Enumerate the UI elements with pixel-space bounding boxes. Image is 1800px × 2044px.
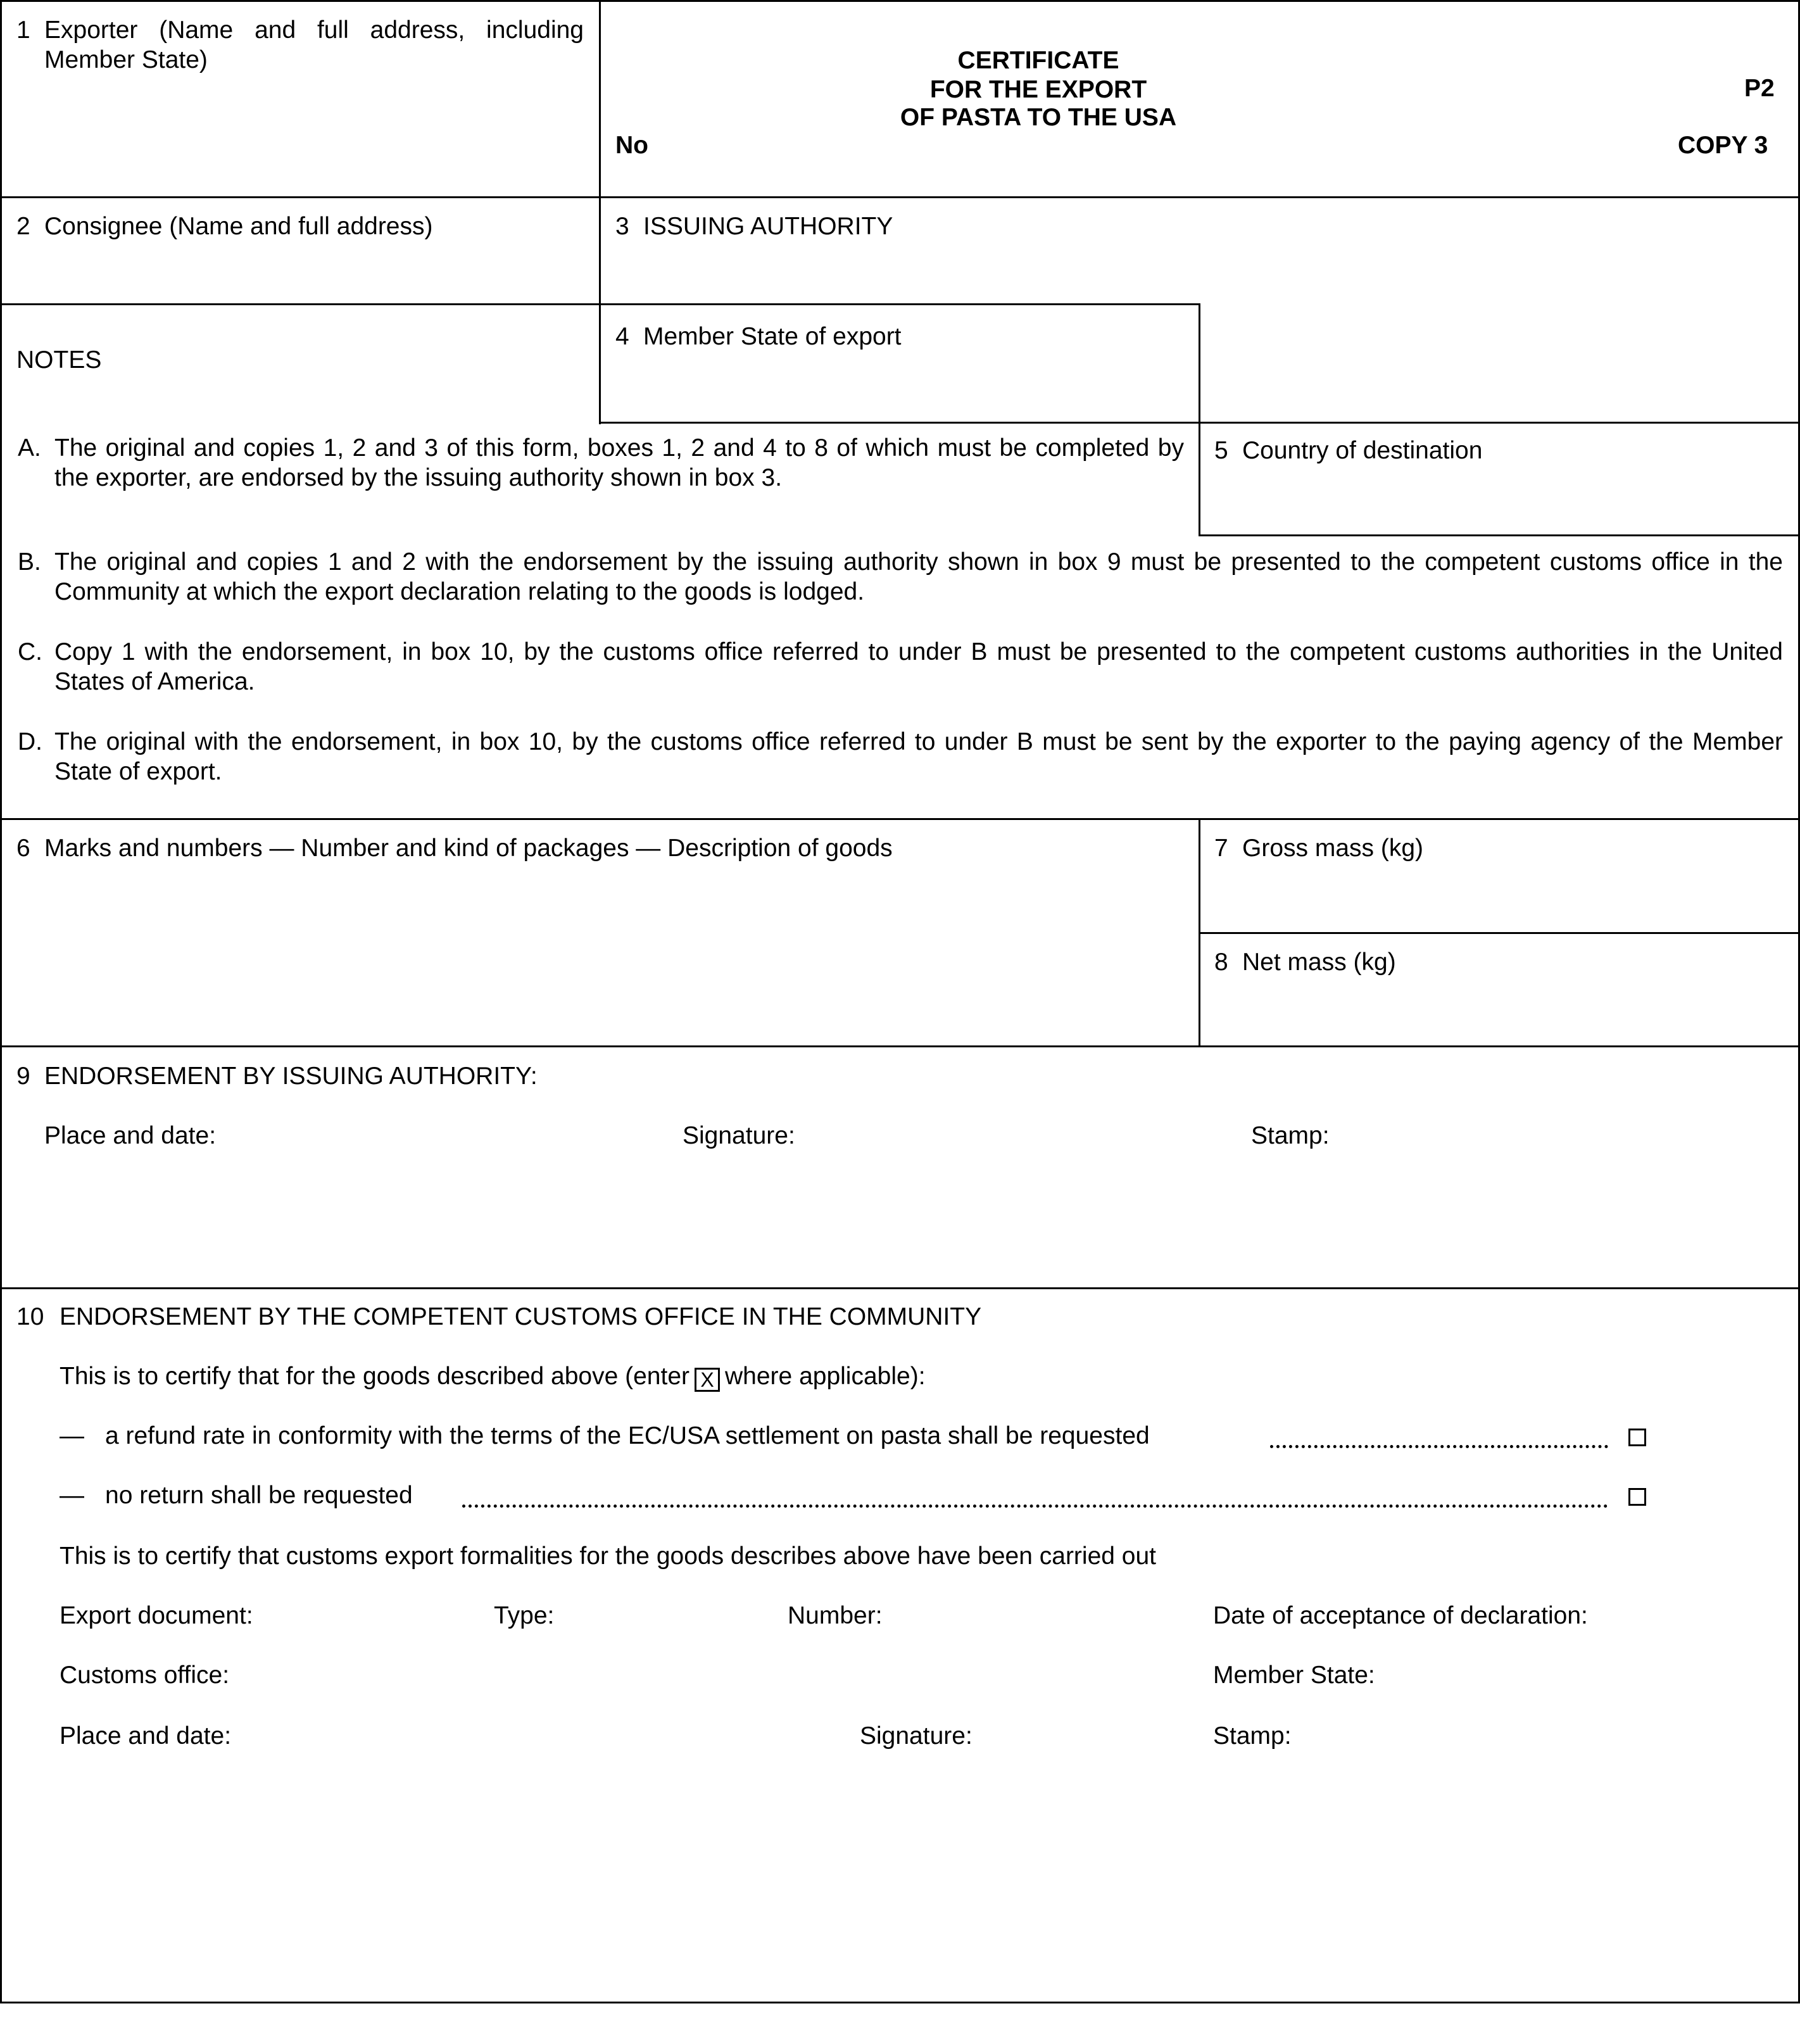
box7-gross-mass-label: 7 Gross mass (kg) [1214, 835, 1424, 862]
box5-destination-label: 5 Country of destination [1214, 437, 1483, 464]
box9-stamp-label: Stamp: [1251, 1122, 1330, 1149]
box2-consignee-label: 2 Consignee (Name and full address) [16, 213, 433, 240]
customs-office-label: Customs office: [60, 1662, 230, 1689]
box6-goods-label: 6 Marks and numbers — Number and kind of packages — Description of goods [16, 835, 893, 862]
box4-member-state-label: 4 Member State of export [615, 323, 902, 350]
option2-label: no return shall be requested [105, 1482, 413, 1509]
divider [599, 303, 1200, 305]
divider [0, 303, 601, 305]
box10-endorsement-label: 10 ENDORSEMENT BY THE COMPETENT CUSTOMS OFFICE IN THE COMMUNITY [16, 1303, 982, 1330]
option1-dash: — [60, 1422, 84, 1449]
box9-endorsement-label: 9 ENDORSEMENT BY ISSUING AUTHORITY: [16, 1063, 538, 1090]
divider [0, 818, 1800, 820]
option1-label: a refund rate in conformity with the terms of the EC/USA settlement on pasta shall be requested [105, 1422, 1150, 1449]
box1-exporter-label: 1 Exporter (Name and full address, including Member State) [16, 16, 584, 73]
x-mark-example-box: X [695, 1368, 720, 1392]
box10-certify-line: This is to certify that for the goods described above (enter X where applicable): [60, 1363, 926, 1391]
certificate-title-line2: FOR THE EXPORT [929, 76, 1147, 103]
option2-leader-dots [462, 1505, 1608, 1508]
border-left [0, 0, 2, 2003]
border-top [0, 0, 1800, 2]
date-acceptance-label: Date of acceptance of declaration: [1213, 1602, 1588, 1629]
option2-dash: — [60, 1482, 84, 1509]
copy-label: COPY 3 [1678, 132, 1768, 159]
certificate-title-line3: OF PASTA TO THE USA [900, 104, 1177, 131]
divider [0, 1287, 1800, 1289]
number-label: Number: [788, 1602, 883, 1629]
refund-rate-checkbox[interactable] [1628, 1429, 1646, 1446]
box9-signature-label: Signature: [683, 1122, 795, 1149]
divider [1199, 422, 1800, 424]
divider [0, 196, 1800, 198]
divider [1199, 303, 1200, 536]
divider [1199, 534, 1800, 536]
box8-net-mass-label: 8 Net mass (kg) [1214, 949, 1396, 976]
box10-formalities-line: This is to certify that customs export formalities for the goods describes above have been carried out [60, 1542, 1157, 1570]
box10-stamp-label: Stamp: [1213, 1722, 1292, 1750]
divider [0, 1045, 1800, 1047]
export-document-label: Export document: [60, 1602, 253, 1629]
type-label: Type: [494, 1602, 555, 1629]
note-b: B. The original and copies 1 and 2 with the endorsement by the issuing authority shown in box 9 must be presented to the competent customs office in the Community at which the export declaration relating to the goods is lodged. [18, 548, 1783, 605]
divider [599, 0, 601, 424]
border-bottom [0, 2002, 1800, 2003]
certificate-title-line1: CERTIFICATE [957, 47, 1119, 74]
box10-place-date-label: Place and date: [60, 1722, 232, 1750]
form-code: P2 [1744, 75, 1775, 102]
divider [1199, 932, 1800, 934]
option1-leader-dots [1270, 1445, 1608, 1448]
box3-issuing-authority-label: 3 ISSUING AUTHORITY [615, 213, 893, 240]
certificate-number-label: No [615, 132, 648, 159]
divider [599, 422, 1200, 424]
no-return-checkbox[interactable] [1628, 1488, 1646, 1506]
member-state-label: Member State: [1213, 1662, 1375, 1689]
notes-heading: NOTES [16, 346, 102, 374]
note-c: C. Copy 1 with the endorsement, in box 10, by the customs office referred to under B must be presented to the competent customs authorities in the United States of America. [18, 638, 1783, 695]
box9-place-date-label: Place and date: [44, 1122, 217, 1149]
note-d: D. The original with the endorsement, in box 10, by the customs office referred to under B must be sent by the exporter to the paying agency of the Member State of export. [18, 728, 1783, 785]
box10-signature-label: Signature: [860, 1722, 972, 1750]
note-a: A. The original and copies 1, 2 and 3 of this form, boxes 1, 2 and 4 to 8 of which must be completed by the exporter, are endorsed by the issuing authority shown in box 3. [18, 434, 1184, 491]
